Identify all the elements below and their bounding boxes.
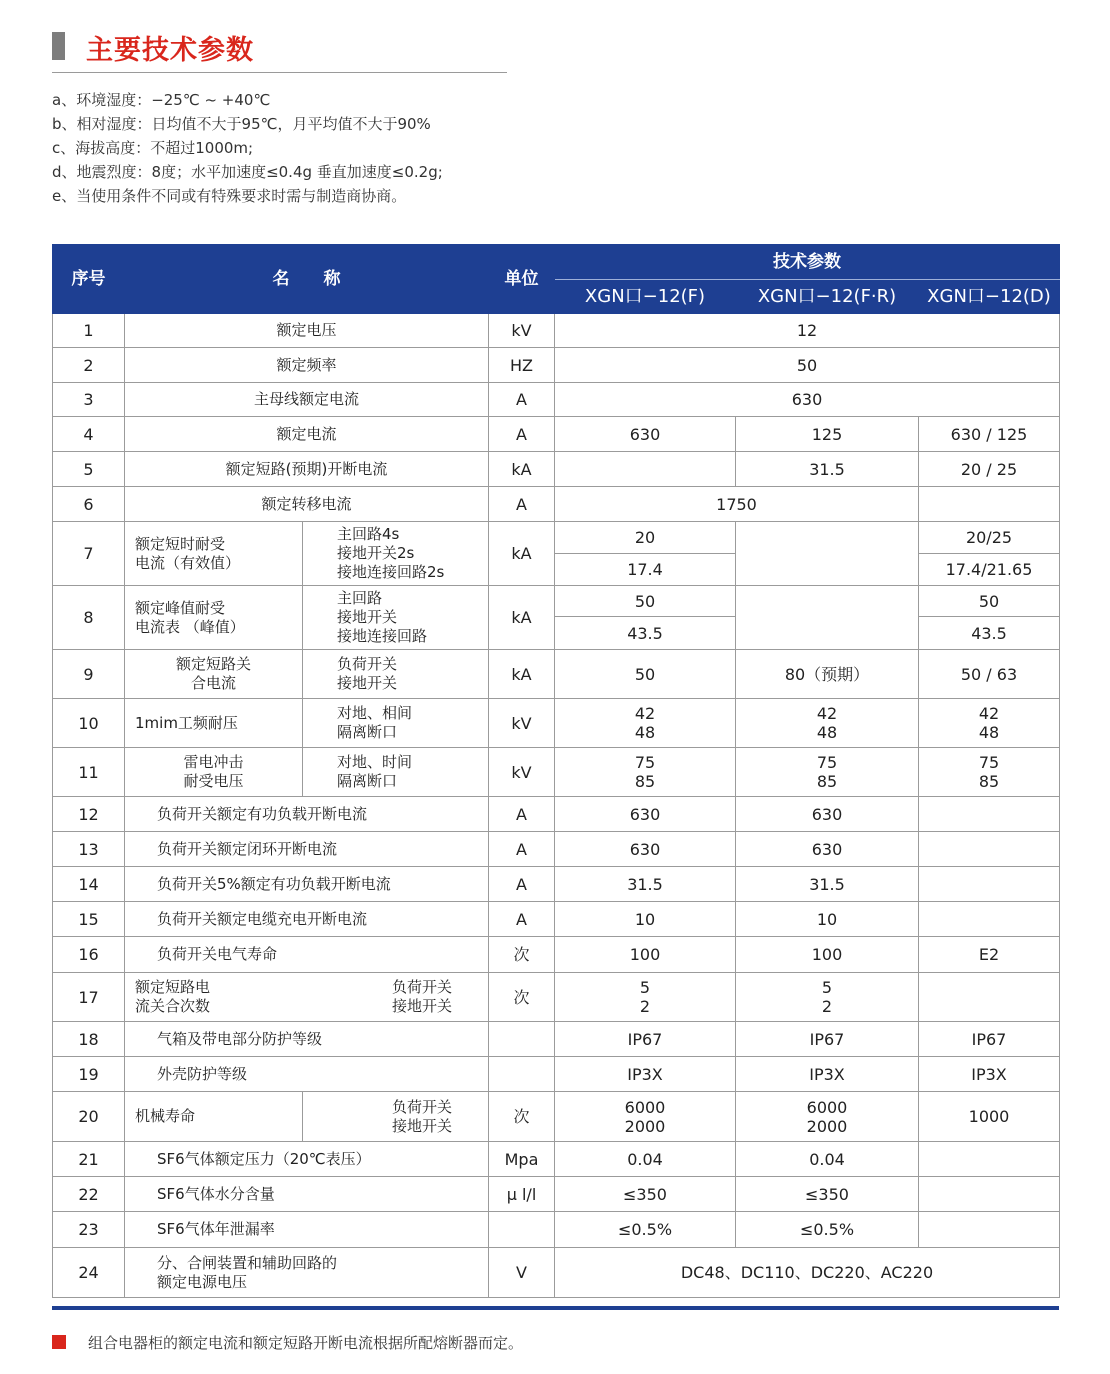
value-fr: 75 85 [736,748,919,797]
value-f: 17.4 [555,554,736,586]
header-no: 序号 [53,245,125,314]
spec-table [52,244,1060,1298]
row-number: 7 [53,522,125,586]
row-name: 额定短路电 流关合次数 [125,973,303,1022]
row-unit: kA [489,452,555,487]
row-number: 12 [53,797,125,832]
row-subname: 负荷开关 接地开关 [303,650,489,699]
row-name: 负荷开关5%额定有功负载开断电流 [125,867,489,902]
condition-line: d、地震烈度：8度；水平加速度≤0.4g 垂直加速度≤0.2g; [52,163,443,181]
value-f: 10 [555,902,736,937]
row-number: 18 [53,1022,125,1057]
row-number: 14 [53,867,125,902]
value-all: 50 [555,348,1060,383]
row-unit: kV [489,699,555,748]
value-d: 1000 [919,1092,1060,1142]
value-d: 630 / 125 [919,417,1060,452]
table-row [53,1177,1060,1212]
table-row [53,937,1060,973]
value-fr [736,586,919,650]
row-unit: A [489,487,555,522]
table-row [53,748,1060,797]
row-name: 主母线额定电流 [125,383,489,417]
row-name: SF6气体年泄漏率 [125,1212,489,1248]
value-f: 42 48 [555,699,736,748]
condition-line: e、当使用条件不同或有特殊要求时需与制造商协商。 [52,187,407,205]
condition-line: a、环境湿度：−25℃ ~ +40℃ [52,91,271,109]
value-d [919,797,1060,832]
row-unit: 次 [489,937,555,973]
value-all: 12 [555,314,1060,348]
value-d: 50 [919,586,1060,617]
table-row [53,1092,1060,1142]
row-number: 23 [53,1212,125,1248]
row-name: SF6气体额定压力（20℃表压） [125,1142,489,1177]
value-fr: 630 [736,797,919,832]
row-name: 外壳防护等级 [125,1057,489,1092]
row-number: 10 [53,699,125,748]
table-row [53,699,1060,748]
row-name: 负荷开关额定有功负载开断电流 [125,797,489,832]
value-fr: IP67 [736,1022,919,1057]
row-number: 19 [53,1057,125,1092]
spec-table-body [53,314,1060,1298]
footnote [52,1332,523,1353]
value-d: IP67 [919,1022,1060,1057]
value-f: 100 [555,937,736,973]
value-f: 630 [555,797,736,832]
row-name: 额定频率 [125,348,489,383]
table-row [53,867,1060,902]
condition-line: b、相对湿度：日均值不大于95℃，月平均值不大于90% [52,115,431,133]
title-marker [52,32,65,60]
row-name: 额定短时耐受 电流（有效值） [125,522,303,586]
row-subname: 主回路 接地开关 接地连接回路 [303,586,489,650]
value-f: ≤350 [555,1177,736,1212]
header-params: 技术参数 [555,245,1060,280]
value-d [919,867,1060,902]
row-number: 8 [53,586,125,650]
value-d: 17.4/21.65 [919,554,1060,586]
row-name: 分、合闸装置和辅助回路的 额定电源电压 [125,1248,489,1298]
value-fr: 31.5 [736,452,919,487]
row-number: 21 [53,1142,125,1177]
condition-line: c、海拔高度：不超过1000m; [52,139,254,157]
value-fr: 42 48 [736,699,919,748]
value-d [919,1142,1060,1177]
value-f: 75 85 [555,748,736,797]
table-row [53,1022,1060,1057]
row-unit: 次 [489,973,555,1022]
value-fr: 80（预期） [736,650,919,699]
value-d: IP3X [919,1057,1060,1092]
footnote-text: 组合电器柜的额定电流和额定短路开断电流根据所配熔断器而定。 [88,1334,524,1352]
row-unit: μ l/l [489,1177,555,1212]
table-row [53,902,1060,937]
value-f [555,452,736,487]
value-d: 20/25 [919,522,1060,554]
row-name: 额定转移电流 [125,487,489,522]
row-number: 17 [53,973,125,1022]
value-f: 5 2 [555,973,736,1022]
value-d [919,832,1060,867]
table-row [53,452,1060,487]
row-subname: 对地、相间 隔离断口 [303,699,489,748]
row-unit: kA [489,650,555,699]
value-d [919,902,1060,937]
row-number: 20 [53,1092,125,1142]
header-model-fr: XGN口−12(F·R) [736,280,919,314]
value-f: 50 [555,586,736,617]
row-name: 额定电压 [125,314,489,348]
table-bottom-rule [52,1306,1059,1310]
row-number: 2 [53,348,125,383]
row-name: 负荷开关电气寿命 [125,937,489,973]
value-fr: 125 [736,417,919,452]
row-name: 额定短路关 合电流 [125,650,303,699]
row-number: 24 [53,1248,125,1298]
row-name: 额定电流 [125,417,489,452]
row-name: 额定峰值耐受 电流表 （峰值） [125,586,303,650]
table-row [53,522,1060,554]
value-f: ≤0.5% [555,1212,736,1248]
header-unit: 单位 [489,245,555,314]
header-name: 名 称 [125,245,489,314]
row-name: 1mim工频耐压 [125,699,303,748]
table-row [53,417,1060,452]
row-unit: HZ [489,348,555,383]
value-f-fr: 1750 [555,487,919,522]
row-name: 雷电冲击 耐受电压 [125,748,303,797]
value-d: E2 [919,937,1060,973]
value-f: 630 [555,417,736,452]
row-subname: 负荷开关 接地开关 [303,973,489,1022]
header-model-f: XGN口−12(F) [555,280,736,314]
value-d [919,1177,1060,1212]
red-square-icon [52,1335,66,1349]
table-row [53,797,1060,832]
table-row [53,348,1060,383]
value-d: 43.5 [919,617,1060,650]
value-f: 630 [555,832,736,867]
table-row [53,314,1060,348]
value-f: IP3X [555,1057,736,1092]
page-title: 主要技术参数 [86,35,254,66]
value-fr: IP3X [736,1057,919,1092]
table-row [53,1212,1060,1248]
row-unit: kA [489,522,555,586]
value-fr: ≤0.5% [736,1212,919,1248]
row-number: 4 [53,417,125,452]
operating-conditions [52,88,443,208]
row-name: 机械寿命 [125,1092,303,1142]
row-unit: A [489,902,555,937]
value-d: 50 / 63 [919,650,1060,699]
table-row [53,1057,1060,1092]
row-number: 15 [53,902,125,937]
row-name: 气箱及带电部分防护等级 [125,1022,489,1057]
row-unit: A [489,832,555,867]
row-unit: V [489,1248,555,1298]
table-row [53,832,1060,867]
row-number: 1 [53,314,125,348]
row-unit: kA [489,586,555,650]
row-number: 22 [53,1177,125,1212]
row-unit: kV [489,314,555,348]
row-number: 16 [53,937,125,973]
value-fr: 5 2 [736,973,919,1022]
row-subname: 负荷开关 接地开关 [303,1092,489,1142]
value-f: 6000 2000 [555,1092,736,1142]
value-d [919,487,1060,522]
value-all: 630 [555,383,1060,417]
value-fr: 630 [736,832,919,867]
row-number: 6 [53,487,125,522]
table-row [53,1142,1060,1177]
value-fr: 0.04 [736,1142,919,1177]
row-number: 5 [53,452,125,487]
row-unit: kV [489,748,555,797]
value-d: 42 48 [919,699,1060,748]
value-fr: 31.5 [736,867,919,902]
value-f: IP67 [555,1022,736,1057]
row-unit: 次 [489,1092,555,1142]
table-row [53,586,1060,617]
value-f: 20 [555,522,736,554]
row-subname: 主回路4s 接地开关2s 接地连接回路2s [303,522,489,586]
value-d [919,1212,1060,1248]
table-row [53,973,1060,1022]
row-unit [489,1212,555,1248]
row-unit: A [489,383,555,417]
table-row [53,1248,1060,1298]
value-d: 20 / 25 [919,452,1060,487]
row-number: 9 [53,650,125,699]
value-fr: ≤350 [736,1177,919,1212]
table-row [53,487,1060,522]
row-unit [489,1057,555,1092]
value-f: 43.5 [555,617,736,650]
row-unit: A [489,797,555,832]
row-number: 11 [53,748,125,797]
value-all: DC48、DC110、DC220、AC220 [555,1248,1060,1298]
row-subname: 对地、时间 隔离断口 [303,748,489,797]
row-name: 负荷开关额定电缆充电开断电流 [125,902,489,937]
value-f: 31.5 [555,867,736,902]
value-fr [736,522,919,586]
value-d: 75 85 [919,748,1060,797]
row-unit: A [489,417,555,452]
value-fr: 100 [736,937,919,973]
header-model-d: XGN口−12(D) [919,280,1060,314]
section-header [52,28,507,73]
value-fr: 10 [736,902,919,937]
row-unit: A [489,867,555,902]
row-unit: Mpa [489,1142,555,1177]
value-f: 0.04 [555,1142,736,1177]
row-name: SF6气体水分含量 [125,1177,489,1212]
row-number: 13 [53,832,125,867]
row-name: 负荷开关额定闭环开断电流 [125,832,489,867]
table-row [53,383,1060,417]
value-f: 50 [555,650,736,699]
value-d [919,973,1060,1022]
value-fr: 6000 2000 [736,1092,919,1142]
row-unit [489,1022,555,1057]
table-row [53,650,1060,699]
row-name: 额定短路(预期)开断电流 [125,452,489,487]
row-number: 3 [53,383,125,417]
